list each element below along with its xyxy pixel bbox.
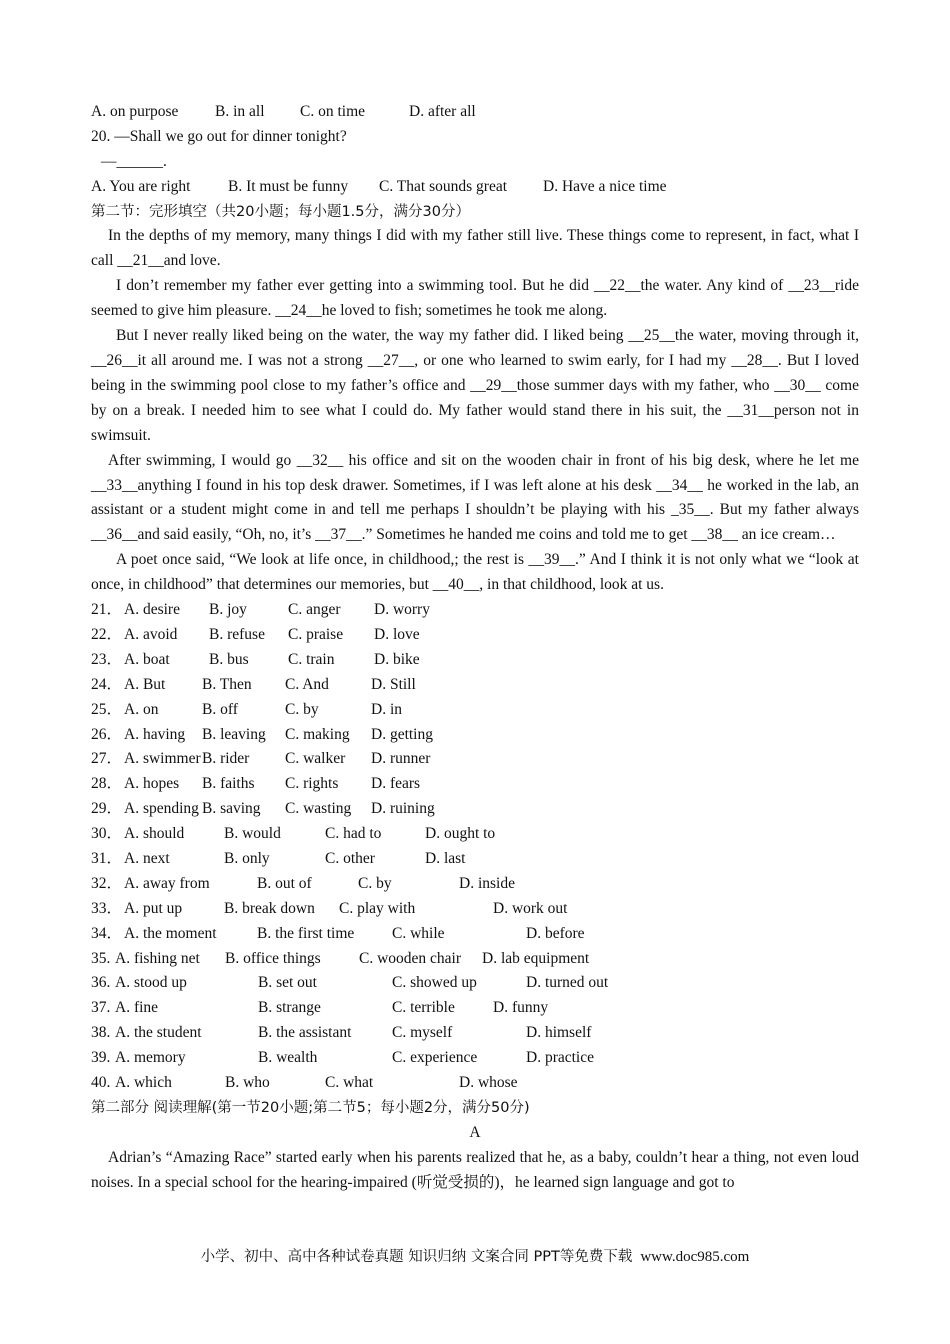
- question-option: D. whose: [459, 1073, 518, 1091]
- question-row: [91, 772, 859, 797]
- question-row: [91, 648, 859, 673]
- question-number: 24．: [91, 675, 123, 693]
- question-row: [91, 623, 859, 648]
- q20-option-a: A. You are right: [91, 177, 191, 195]
- question-row: [91, 922, 859, 947]
- question-option: B. strange: [258, 999, 321, 1017]
- question-number: 34．: [91, 924, 123, 942]
- question-option: B. off: [202, 700, 238, 718]
- question-option: D. ruining: [371, 800, 435, 818]
- question-option: D. Still: [371, 675, 416, 693]
- question-option: C. myself: [392, 1024, 453, 1042]
- question-number: 33．: [91, 899, 123, 917]
- question-option: B. set out: [258, 974, 317, 992]
- question-option: D. worry: [374, 601, 430, 619]
- question-option: A. fine: [115, 999, 159, 1017]
- question-option: A. having: [124, 725, 186, 743]
- q20-options: [91, 175, 859, 200]
- q20-blank: —______.: [101, 152, 167, 170]
- passage-a-text: Adrian’s “Amazing Race” started early when his parents realized that he, as a baby, couldn’t hear a thing, not even loud noises. In a special school for the hearing-impaired (听觉受损的)，he learned sign language and got to: [91, 1148, 859, 1191]
- question-option: A. fishing net: [115, 949, 200, 967]
- question-option: D. love: [374, 625, 420, 643]
- question-option: B. the first time: [257, 924, 355, 942]
- question-option: C. experience: [392, 1049, 478, 1067]
- question-option: B. wealth: [258, 1049, 318, 1067]
- passage-paragraph-1: In the depths of my memory, many things I did with my father still live. These things come to represent, in fact, what I call __21__and love.: [91, 227, 859, 270]
- question-option: D. bike: [374, 650, 420, 668]
- question-option: B. bus: [209, 650, 249, 668]
- question-option: B. the assistant: [258, 1024, 352, 1042]
- question-row: [91, 872, 859, 897]
- question-row: [91, 747, 859, 772]
- question-option: A. hopes: [124, 775, 180, 793]
- question-option: B. faiths: [202, 775, 255, 793]
- question-option: C. what: [325, 1073, 374, 1091]
- question-option: B. only: [224, 849, 270, 867]
- question-number: 30．: [91, 825, 123, 843]
- question-number: 35.: [91, 949, 111, 967]
- q20-option-b: B. It must be funny: [228, 177, 349, 195]
- question-option: B. would: [224, 825, 281, 843]
- question-option: C. making: [285, 725, 350, 743]
- question-option: B. saving: [202, 800, 261, 818]
- question-option: C. showed up: [392, 974, 477, 992]
- question-number: 32．: [91, 874, 123, 892]
- question-option: D. before: [526, 924, 585, 942]
- question-option: A. boat: [124, 650, 170, 668]
- question-number: 21．: [91, 601, 123, 619]
- question-option: D. fears: [371, 775, 421, 793]
- question-option: A. stood up: [115, 974, 187, 992]
- footer: [0, 1245, 950, 1266]
- footer-text: 小学、初中、高中各种试卷真题 知识归纳 文案合同 PPT等免费下载: [200, 1249, 633, 1265]
- passage-a-label: A: [469, 1123, 481, 1141]
- question-option: C. terrible: [392, 999, 455, 1017]
- question-option: C. by: [285, 700, 319, 718]
- question-number: 38.: [91, 1024, 111, 1042]
- question-option: C. praise: [288, 625, 344, 643]
- question-option: C. had to: [325, 825, 382, 843]
- question-option: D. work out: [493, 899, 568, 917]
- question-option: B. refuse: [209, 625, 265, 643]
- part2-heading: 第二部分 阅读理解(第一节20小题;第二节5；每小题2分，满分50分): [91, 1099, 530, 1116]
- question-option: C. by: [358, 874, 392, 892]
- question-option: A. away from: [124, 874, 210, 892]
- question-option: A. which: [115, 1073, 172, 1091]
- question-row: [91, 1071, 859, 1096]
- question-option: B. break down: [224, 899, 315, 917]
- question-option: B. Then: [202, 675, 252, 693]
- question-option: C. anger: [288, 601, 341, 619]
- question-option: B. who: [225, 1073, 270, 1091]
- question-number: 28．: [91, 775, 123, 793]
- passage-paragraph-4: After swimming, I would go __32__ his office and sit on the wooden chair in front of his big desk, where he let me __33__anything I found in his top desk drawer. Sometimes, if I was left alone at his desk __34__ he worked in the lab, an assistant or a student might come in and tell me perhaps I shouldn’t be playing with his _35__. But my father always __36__and said easily, “Oh, no, it’s __37__.” Sometimes he handed me coins and told me to get __38__ an ice cream…: [91, 451, 859, 544]
- question-row: [91, 822, 859, 847]
- question-option: B. out of: [257, 874, 312, 892]
- question-option: D. lab equipment: [482, 949, 590, 967]
- question-option: B. rider: [202, 750, 250, 768]
- question-option: A. on: [124, 700, 159, 718]
- question-row: [91, 1021, 859, 1046]
- question-number: 22．: [91, 625, 123, 643]
- question-number: 40.: [91, 1073, 111, 1091]
- question-option: C. play with: [339, 899, 416, 917]
- question-number: 31．: [91, 849, 123, 867]
- question-row: [91, 847, 859, 872]
- q20-option-c: C. That sounds great: [379, 177, 508, 195]
- question-option: A. the student: [115, 1024, 202, 1042]
- question-row: [91, 797, 859, 822]
- question-option: D. inside: [459, 874, 515, 892]
- question-row: [91, 971, 859, 996]
- passage-paragraph-3: But I never really liked being on the water, the way my father did. I liked being __25__the water, moving through it, __26__it all around me. I was not a strong __27__, or one who learned to swim early, for I had my __28__. But I loved being in the swimming pool close to my father’s office and __29__those summer days with my father, who __30__ come by on a break. I needed him to see what I could do. My father would stand there in his suit, the __31__person not in swimsuit.: [91, 327, 859, 444]
- question-option: C. rights: [285, 775, 339, 793]
- question-option: A. desire: [124, 601, 180, 619]
- question-option: D. in: [371, 700, 402, 718]
- question-option: D. last: [425, 849, 466, 867]
- question-number: 37.: [91, 999, 111, 1017]
- passage-paragraph-2: I don’t remember my father ever getting into a swimming tool. But he did __22__the water. Any kind of __23__ride seemed to give him pleasure. __24__he loved to fish; sometimes he took me along.: [91, 277, 859, 320]
- question-option: C. And: [285, 675, 329, 693]
- question-option: A. put up: [124, 899, 183, 917]
- question-option: A. spending: [124, 800, 199, 818]
- question-option: D. runner: [371, 750, 431, 768]
- question-option: A. But: [124, 675, 166, 693]
- question-option: A. next: [124, 849, 170, 867]
- q19-option-a: A. on purpose: [91, 103, 179, 120]
- question-number: 29．: [91, 800, 123, 818]
- question-option: D. funny: [493, 999, 549, 1017]
- q20-option-d: D. Have a nice time: [543, 177, 667, 195]
- question-row: [91, 698, 859, 723]
- question-option: C. wasting: [285, 800, 352, 818]
- q19-option-c: C. on time: [300, 103, 366, 120]
- q19-option-b: B. in all: [215, 103, 265, 120]
- question-number: 27．: [91, 750, 123, 768]
- q20-stem: 20. —Shall we go out for dinner tonight?: [91, 127, 347, 145]
- question-option: D. turned out: [526, 974, 609, 992]
- question-row: [91, 996, 859, 1021]
- question-option: A. avoid: [124, 625, 178, 643]
- question-option: C. train: [288, 650, 335, 668]
- q19-option-d: D. after all: [409, 103, 476, 120]
- question-option: C. walker: [285, 750, 346, 768]
- passage-paragraph-5: A poet once said, “We look at life once, in childhood,; the rest is __39__.” And I think it is not only what we “look at once, in childhood” that determines our memories, but __40__, in that childhood, look at us.: [91, 551, 859, 594]
- question-option: B. leaving: [202, 725, 266, 743]
- question-option: A. should: [124, 825, 185, 843]
- question-number: 39.: [91, 1049, 111, 1067]
- question-row: [91, 723, 859, 748]
- question-number: 26．: [91, 725, 123, 743]
- question-option: A. swimmer: [124, 750, 201, 768]
- question-row: [91, 897, 859, 922]
- question-option: C. other: [325, 849, 375, 867]
- question-row: [91, 947, 859, 972]
- question-list: [91, 598, 859, 1096]
- question-number: 23．: [91, 650, 123, 668]
- question-option: A. memory: [115, 1049, 186, 1067]
- question-number: 25．: [91, 700, 123, 718]
- exam-page: [91, 100, 859, 1195]
- question-option: A. the moment: [124, 924, 217, 942]
- question-option: B. joy: [209, 601, 247, 619]
- question-option: D. getting: [371, 725, 433, 743]
- question-row: [91, 598, 859, 623]
- question-option: D. himself: [526, 1024, 592, 1042]
- question-option: C. while: [392, 924, 445, 942]
- footer-url: www.doc985.com: [640, 1249, 750, 1265]
- question-row: [91, 673, 859, 698]
- question-row: [91, 1046, 859, 1071]
- section2-heading: 第二节：完形填空（共20小题；每小题1.5分，满分30分）: [91, 203, 470, 220]
- question-option: D. practice: [526, 1049, 594, 1067]
- question-option: C. wooden chair: [359, 949, 462, 967]
- question-option: D. ought to: [425, 825, 496, 843]
- question-option: B. office things: [225, 949, 321, 967]
- question-number: 36.: [91, 974, 111, 992]
- q19-options: [91, 100, 859, 125]
